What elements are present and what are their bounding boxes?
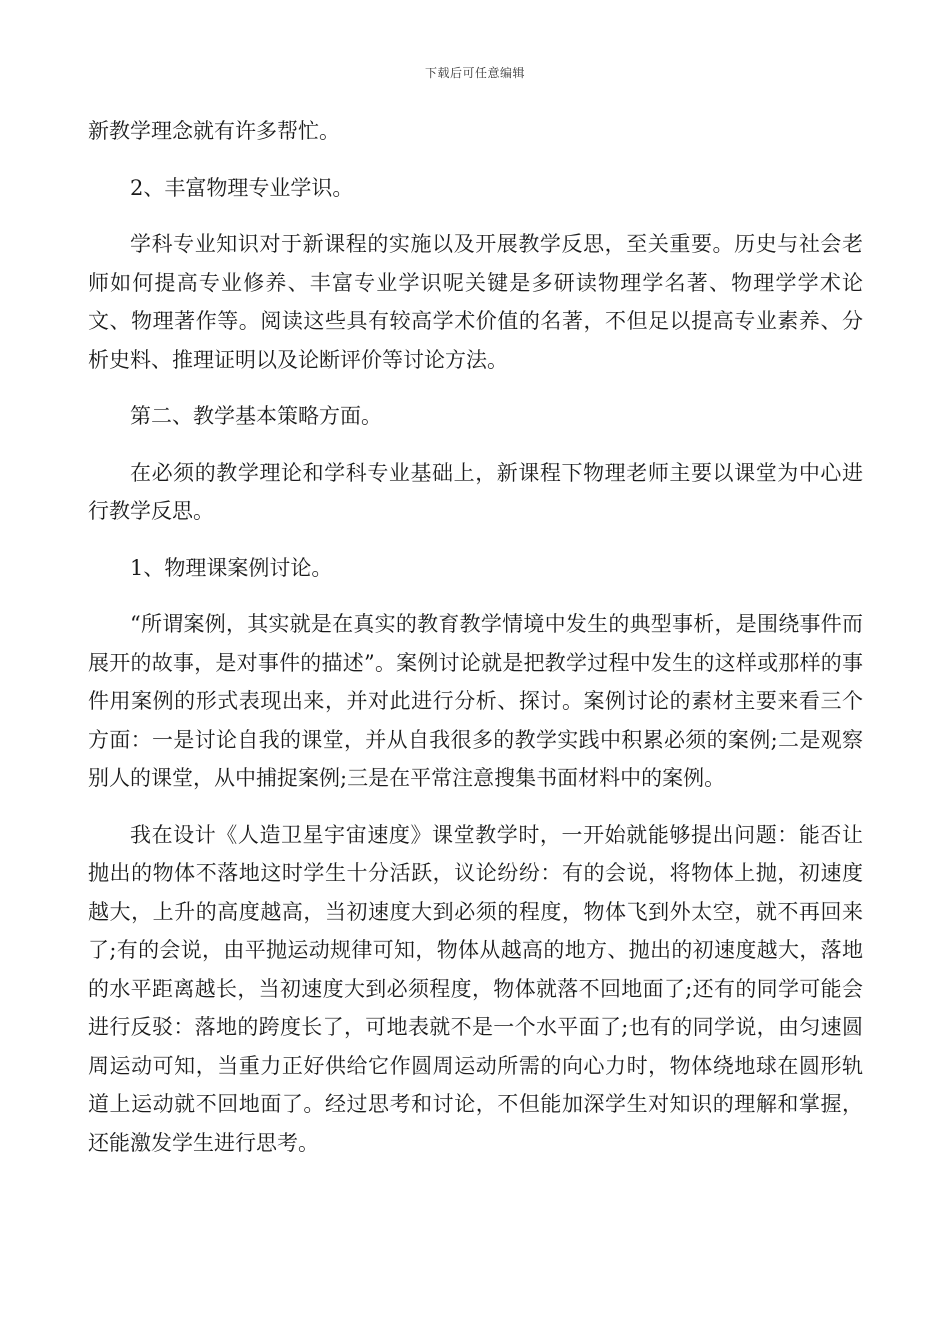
section-heading-case-discussion: 1、物理课案例讨论。	[130, 555, 333, 580]
section-heading-physics-knowledge: 2、丰富物理专业学识。	[130, 175, 354, 200]
paragraph-classroom-reflection: 在必须的教学理论和学科专业基础上，新课程下物理老师主要以课堂为中心进行教学反思。	[88, 460, 863, 523]
paragraph-continuation: 新教学理念就有许多帮忙。	[88, 119, 340, 143]
document-body	[88, 112, 863, 1180]
paragraph-professional-knowledge: 学科专业知识对于新课程的实施以及开展教学反思，至关重要。历史与社会老师如何提高专业修养、丰富专业学识呢关键是多研读物理学名著、物理学学术论文、物理著作等。阅读这些具有较高学术价值的名著，不但足以提高专业素养、分析史料、推理证明以及论断评价等讨论方法。	[88, 232, 863, 372]
section-heading-teaching-strategy: 第二、教学基本策略方面。	[130, 404, 382, 428]
paragraph-case-definition: “所谓案例，其实就是在真实的教育教学情境中发生的典型事析，是围绕事件而展开的故事，是对事件的描述”。案例讨论就是把教学过程中发生的这样或那样的事件用案例的形式表现出来，并对此进行分析、探讨。案例讨论的素材主要来看三个方面：一是讨论自我的课堂，并从自我很多的教学实践中积累必须的案例;二是观察别人的课堂，从中捕捉案例;三是在平常注意搜集书面材料中的案例。	[88, 612, 863, 790]
page-header: 下载后可任意编辑	[424, 66, 525, 80]
paragraph-satellite-example: 我在设计《人造卫星宇宙速度》课堂教学时，一开始就能够提出问题：能否让抛出的物体不落地这时学生十分活跃，议论纷纷：有的会说，将物体上抛，初速度越大，上升的高度越高，当初速度大到必须的程度，物体飞到外太空，就不再回来了;有的会说，由平抛运动规律可知，物体从越高的地方、抛出的初速度越大，落地的水平距离越长，当初速度大到必须程度，物体就落不回地面了;还有的同学可能会进行反驳：落地的跨度长了，可地表就不是一个水平面了;也有的同学说，由匀速圆周运动可知，当重力正好供给它作圆周运动所需的向心力时，物体绕地球在圆形轨道上运动就不回地面了。经过思考和讨论，不但能加深学生对知识的理解和掌握，还能激发学生进行思考。	[88, 822, 863, 1155]
